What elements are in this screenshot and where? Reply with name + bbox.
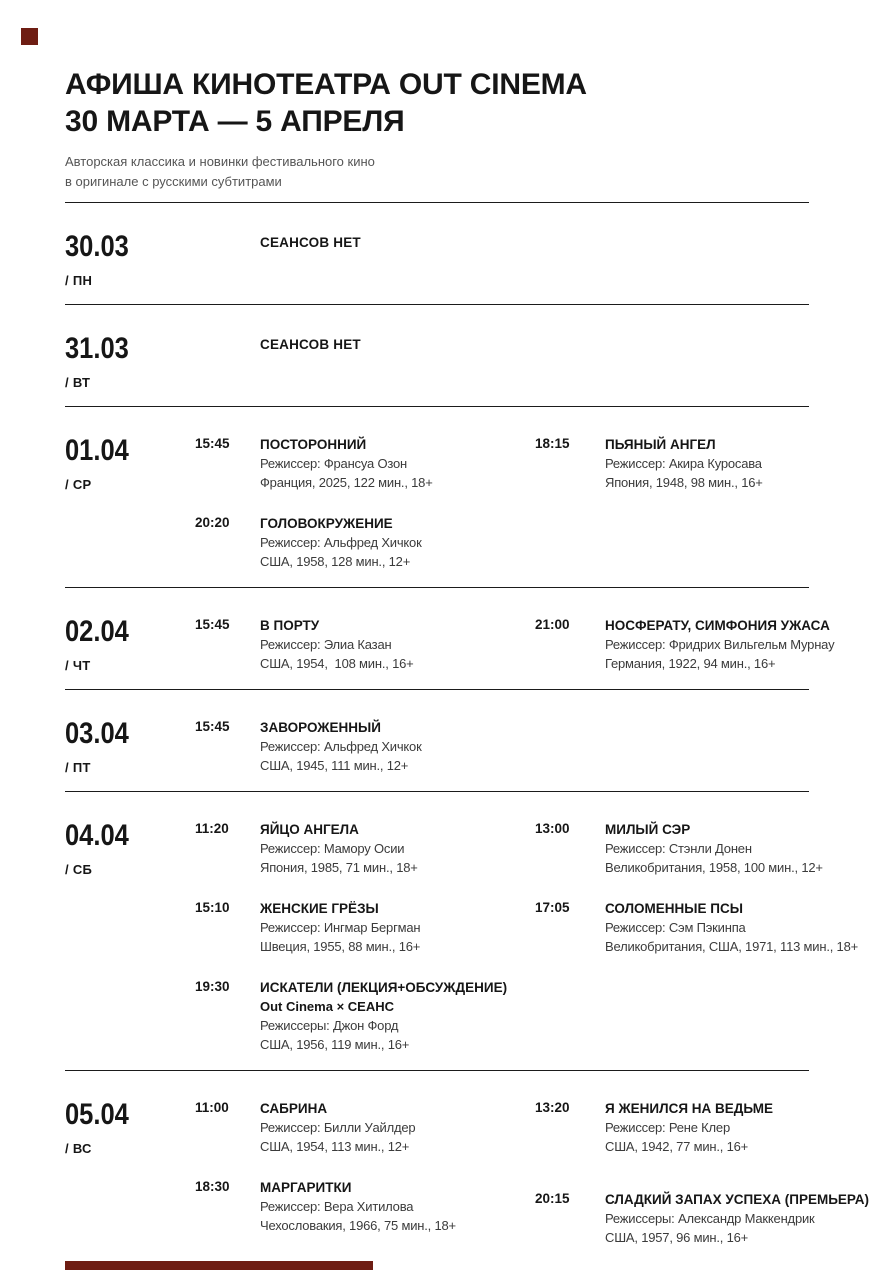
screening-time: 15:10 <box>195 900 230 915</box>
screening-row <box>195 718 809 775</box>
film-director: Режиссер: Стэнли Донен <box>605 841 752 856</box>
film-entry <box>605 616 835 673</box>
screening-row <box>195 616 835 673</box>
screening-row <box>195 435 809 492</box>
day-section-31-03 <box>65 305 809 407</box>
film-director: Режиссер: Рене Клер <box>605 1120 730 1135</box>
film-title: В ПОРТУ <box>260 618 320 633</box>
page-title-line2: 30 МАРТА — 5 АПРЕЛЯ <box>65 105 405 138</box>
day-date: 02.04 <box>65 615 129 648</box>
film-director: Режиссер: Вера Хитилова <box>260 1199 414 1214</box>
film-title: ГОЛОВОКРУЖЕНИЕ <box>260 516 393 531</box>
screening-row <box>195 899 859 956</box>
day-header <box>65 333 195 390</box>
day-weekday: / ПТ <box>65 760 91 775</box>
screening-time: 18:30 <box>195 1179 230 1194</box>
film-meta: Швеция, 1955, 88 мин., 16+ <box>260 939 421 954</box>
poster-content <box>65 0 869 1263</box>
day-date: 31.03 <box>65 332 129 365</box>
film-director: Режиссер: Альфред Хичкок <box>260 739 422 754</box>
screening-time: 11:20 <box>195 821 229 836</box>
film-entry <box>605 435 809 492</box>
brand-mark-footer-bar <box>65 1261 373 1270</box>
screening-time: 18:15 <box>535 436 570 451</box>
film-meta: Великобритания, 1958, 100 мин., 12+ <box>605 860 823 875</box>
film-entry <box>605 1190 869 1247</box>
film-meta: США, 1945, 111 мин., 12+ <box>260 758 409 773</box>
day-schedule <box>195 435 809 571</box>
day-schedule <box>195 718 809 775</box>
film-director: Режиссер: Альфред Хичкок <box>260 535 422 550</box>
film-entry <box>260 514 535 571</box>
day-weekday: / СР <box>65 477 92 492</box>
film-meta: США, 1957, 96 мин., 16+ <box>605 1230 749 1245</box>
poster-header <box>65 0 809 203</box>
film-director: Режиссер: Билли Уайлдер <box>260 1120 416 1135</box>
screening-time: 17:05 <box>535 900 570 915</box>
film-title: ЖЕНСКИЕ ГРЁЗЫ <box>260 901 379 916</box>
screening-time: 15:45 <box>195 436 230 451</box>
film-meta: США, 1954, 108 мин., 16+ <box>260 656 414 671</box>
screening-row <box>195 820 823 877</box>
film-entry <box>260 435 535 492</box>
film-title: Я ЖЕНИЛСЯ НА ВЕДЬМЕ <box>605 1101 774 1116</box>
day-weekday: / СБ <box>65 862 93 877</box>
film-title: НОСФЕРАТУ, СИМФОНИЯ УЖАСА <box>605 618 830 633</box>
day-weekday: / ЧТ <box>65 658 91 673</box>
page-subtitle-line2: в оригинале с русскими субтитрами <box>65 174 282 189</box>
screening-time: 15:45 <box>195 719 230 734</box>
day-date: 04.04 <box>65 819 129 852</box>
film-entry <box>260 616 535 673</box>
film-title: ПОСТОРОННИЙ <box>260 437 367 452</box>
screening-time: 21:00 <box>535 617 570 632</box>
day-section-05-04 <box>65 1071 869 1263</box>
film-director: Режиссер: Ингмар Бергман <box>260 920 421 935</box>
film-entry <box>605 820 823 877</box>
film-meta: Германия, 1922, 94 мин., 16+ <box>605 656 776 671</box>
film-title: МИЛЫЙ СЭР <box>605 822 691 837</box>
film-entry <box>260 1178 535 1235</box>
day-header <box>65 231 195 288</box>
day-date: 05.04 <box>65 1098 129 1131</box>
screening-time: 13:20 <box>535 1100 570 1115</box>
page-title-line1: АФИША КИНОТЕАТРА OUT CINEMA <box>65 68 587 101</box>
film-title: СЛАДКИЙ ЗАПАХ УСПЕХА (ПРЕМЬЕРА) <box>605 1192 869 1207</box>
day-schedule <box>195 333 809 390</box>
film-title: ИСКАТЕЛИ (ЛЕКЦИЯ+ОБСУЖДЕНИЕ) <box>260 980 508 995</box>
film-title: ЯЙЦО АНГЕЛА <box>260 822 359 837</box>
film-director: Режиссер: Элиа Казан <box>260 637 392 652</box>
screening-time: 19:30 <box>195 979 230 994</box>
day-date: 01.04 <box>65 434 129 467</box>
day-section-04-04 <box>65 792 859 1071</box>
film-entry <box>260 1099 535 1156</box>
day-weekday: / ВТ <box>65 375 91 390</box>
day-section-01-04 <box>65 407 809 588</box>
day-date: 30.03 <box>65 230 129 263</box>
no-sessions-label: СЕАНСОВ НЕТ <box>260 337 361 352</box>
film-entry <box>605 899 859 956</box>
day-weekday: / ВС <box>65 1141 92 1156</box>
film-director: Режиссер: Мамору Осии <box>260 841 405 856</box>
film-meta: США, 1958, 128 мин., 12+ <box>260 554 411 569</box>
film-director: Режиссеры: Джон Форд <box>260 1018 399 1033</box>
day-header <box>65 435 195 571</box>
film-meta: Франция, 2025, 122 мин., 18+ <box>260 475 433 490</box>
film-title: ПЬЯНЫЙ АНГЕЛ <box>605 437 716 452</box>
film-entry <box>260 718 535 775</box>
day-date: 03.04 <box>65 717 129 750</box>
screening-row <box>195 978 809 1054</box>
film-collab-label: Out Cinema × СЕАНС <box>260 999 394 1014</box>
film-meta: Япония, 1948, 98 мин., 16+ <box>605 475 763 490</box>
film-title: САБРИНА <box>260 1101 328 1116</box>
no-sessions-label: СЕАНСОВ НЕТ <box>260 235 361 250</box>
day-schedule <box>195 231 809 288</box>
film-title: МАРГАРИТКИ <box>260 1180 352 1195</box>
screening-row <box>195 1099 809 1156</box>
film-meta: Япония, 1985, 71 мин., 18+ <box>260 860 418 875</box>
page-subtitle <box>65 152 809 192</box>
film-title: СОЛОМЕННЫЕ ПСЫ <box>605 901 743 916</box>
day-section-02-04 <box>65 588 835 690</box>
page-title <box>65 66 809 140</box>
day-schedule <box>195 1099 869 1247</box>
film-director: Режиссер: Сэм Пэкинпа <box>605 920 746 935</box>
day-header <box>65 616 195 673</box>
day-section-30-03 <box>65 203 809 305</box>
film-entry <box>605 1099 809 1156</box>
day-schedule <box>195 616 835 673</box>
day-header <box>65 820 195 1054</box>
screening-time: 20:20 <box>195 515 230 530</box>
day-weekday: / ПН <box>65 273 93 288</box>
screening-time: 20:15 <box>535 1191 570 1206</box>
screening-row <box>195 1178 869 1247</box>
brand-mark-square <box>21 28 38 45</box>
film-meta: США, 1954, 113 мин., 12+ <box>260 1139 410 1154</box>
screening-time: 11:00 <box>195 1100 229 1115</box>
film-entry <box>260 978 535 1054</box>
film-meta: США, 1956, 119 мин., 16+ <box>260 1037 410 1052</box>
film-title: ЗАВОРОЖЕННЫЙ <box>260 720 381 735</box>
film-meta: США, 1942, 77 мин., 16+ <box>605 1139 749 1154</box>
day-header <box>65 718 195 775</box>
film-director: Режиссер: Франсуа Озон <box>260 456 407 471</box>
film-meta: Чехословакия, 1966, 75 мин., 18+ <box>260 1218 456 1233</box>
day-schedule <box>195 820 859 1054</box>
film-entry <box>260 899 535 956</box>
screening-row <box>195 514 809 571</box>
page-subtitle-line1: Авторская классика и новинки фестивального кино <box>65 154 375 169</box>
film-director: Режиссер: Акира Куросава <box>605 456 762 471</box>
film-meta: Великобритания, США, 1971, 113 мин., 18+ <box>605 939 859 954</box>
film-director: Режиссер: Фридрих Вильгельм Мурнау <box>605 637 835 652</box>
film-entry <box>260 820 535 877</box>
day-section-03-04 <box>65 690 809 792</box>
day-header <box>65 1099 195 1247</box>
screening-time: 13:00 <box>535 821 570 836</box>
screening-time: 15:45 <box>195 617 230 632</box>
film-director: Режиссеры: Александр Маккендрик <box>605 1211 815 1226</box>
